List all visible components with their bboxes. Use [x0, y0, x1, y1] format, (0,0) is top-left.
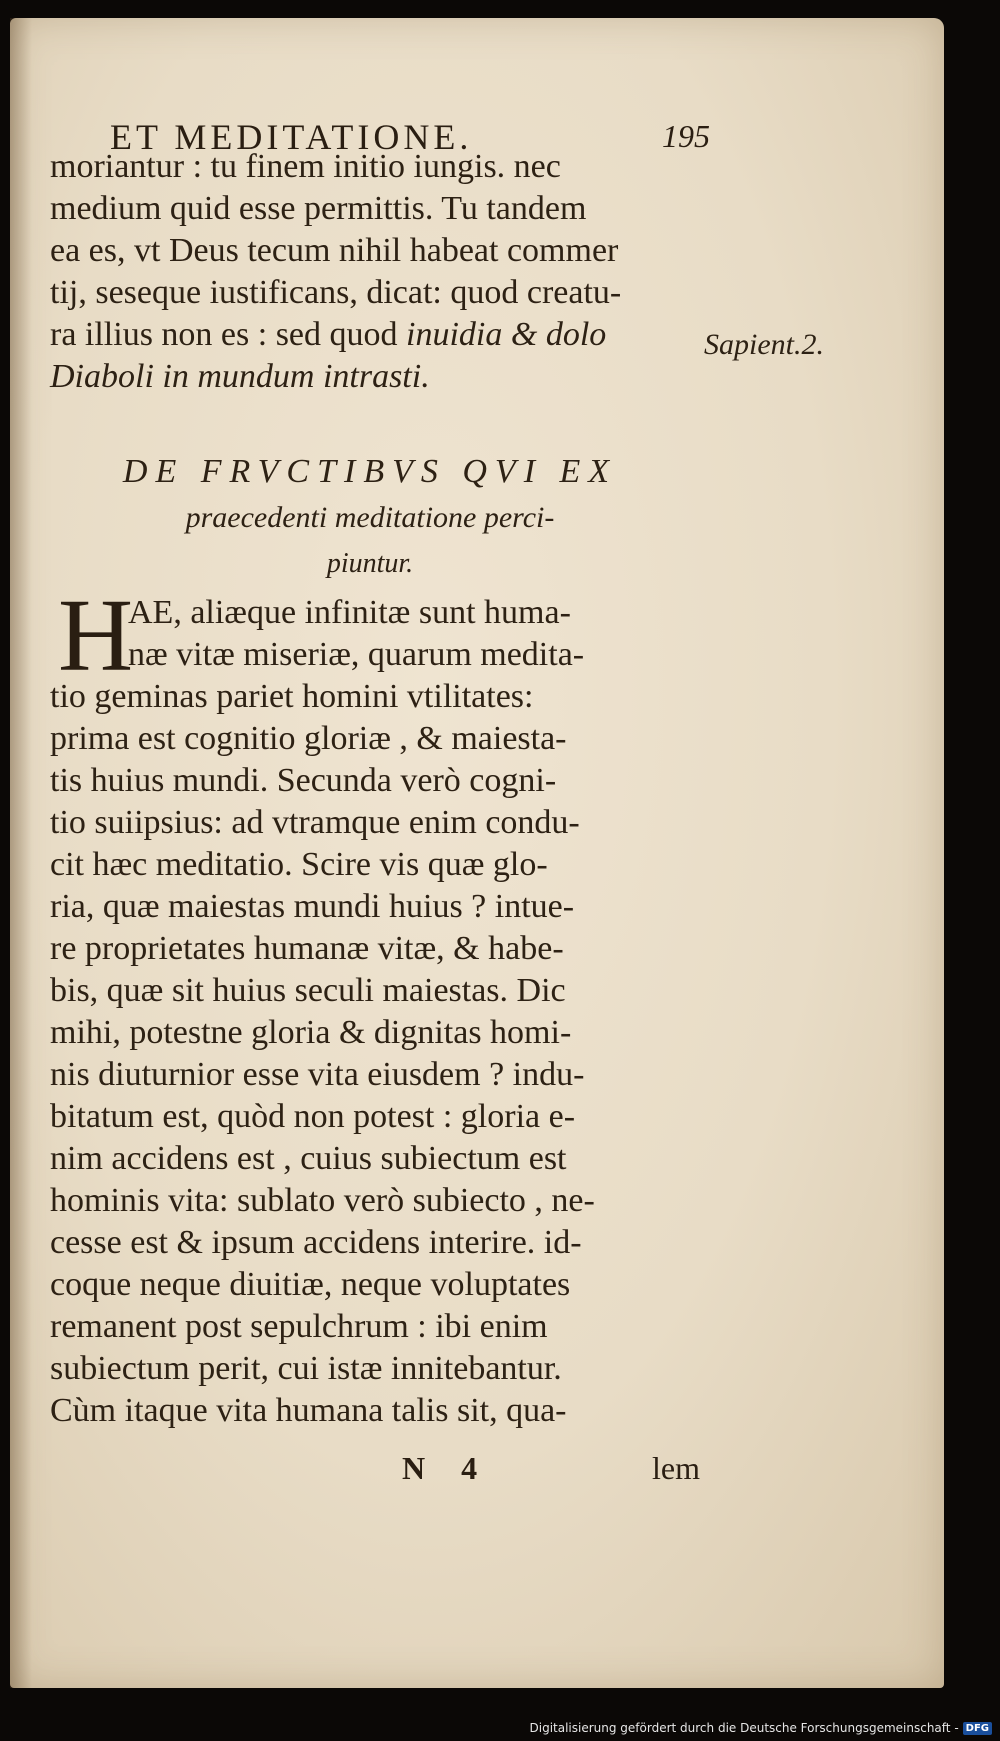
text-line: prima est cognitio gloriæ , & maiesta- — [50, 720, 567, 757]
text-line: medium quid esse permittis. Tu tandem — [50, 190, 587, 227]
text-line: subiectum perit, cui istæ innitebantur. — [50, 1350, 562, 1387]
running-head: ET MEDITATIONE. — [110, 117, 473, 157]
drop-initial: H — [58, 578, 134, 693]
margin-note: Sapient.2. — [704, 328, 824, 361]
text-line: tij, seseque iustificans, dicat: quod creatu- — [50, 274, 622, 311]
text-line: AE, aliæque infinitæ sunt huma- — [128, 594, 571, 631]
digitization-credit — [530, 1721, 993, 1735]
text-line: re proprietates humanæ vitæ, & habe- — [50, 930, 564, 967]
chapter-heading-line-2: praecedenti meditatione perci- — [185, 501, 555, 534]
italic-line: Diaboli in mundum intrasti. — [50, 358, 430, 395]
page-number: 195 — [662, 118, 710, 154]
page-gutter-shadow — [10, 18, 32, 1688]
book-page — [10, 18, 944, 1688]
text-line: ea es, vt Deus tecum nihil habeat commer — [50, 232, 619, 269]
text-line: cesse est & ipsum accidens interire. id- — [50, 1224, 582, 1261]
text-line: coque neque diuitiæ, neque voluptates — [50, 1266, 571, 1303]
chapter-heading-line-1: DE FRVCTIBVS QVI EX — [122, 453, 618, 490]
text-line: tio geminas pariet homini vtilitates: — [50, 678, 534, 715]
text-line: bitatum est, quòd non potest : gloria e- — [50, 1098, 576, 1135]
signature-mark: N 4 — [402, 1450, 492, 1486]
text-line: cit hæc meditatio. Scire vis quæ glo- — [50, 846, 548, 883]
credit-text: Digitalisierung gefördert durch die Deutsche Forschungsgemeinschaft - — [529, 1721, 959, 1735]
text-line: bis, quæ sit huius seculi maiestas. Dic — [50, 972, 566, 1009]
text-line: ria, quæ maiestas mundi huius ? intue- — [50, 888, 575, 925]
text-line: remanent post sepulchrum : ibi enim — [50, 1308, 548, 1345]
text-line: nis diuturnior esse vita eiusdem ? indu- — [50, 1056, 585, 1093]
text-line: tis huius mundi. Secunda verò cogni- — [50, 762, 557, 799]
dfg-logo: DFG — [963, 1722, 992, 1735]
chapter-heading-line-3: piuntur. — [326, 548, 414, 579]
page-footer — [390, 1450, 700, 1494]
text-line: nim accidens est , cuius subiectum est — [50, 1140, 567, 1177]
text-line-with-italic — [50, 314, 690, 356]
text-line: hominis vita: sublato verò subiecto , ne- — [50, 1182, 595, 1219]
text-line: mihi, potestne gloria & dignitas homi- — [50, 1014, 572, 1051]
text-line: næ vitæ miseriæ, quarum medita- — [128, 636, 585, 673]
italic-fragment: inuidia & dolo — [406, 316, 607, 353]
text-line: moriantur : tu finem initio iungis. nec — [50, 148, 561, 185]
catchword: lem — [652, 1450, 700, 1486]
text-line: tio suiipsius: ad vtramque enim condu- — [50, 804, 580, 841]
text-fragment: ra illius non es : sed quod — [50, 316, 398, 353]
text-line: Cùm itaque vita humana talis sit, qua- — [50, 1392, 567, 1429]
